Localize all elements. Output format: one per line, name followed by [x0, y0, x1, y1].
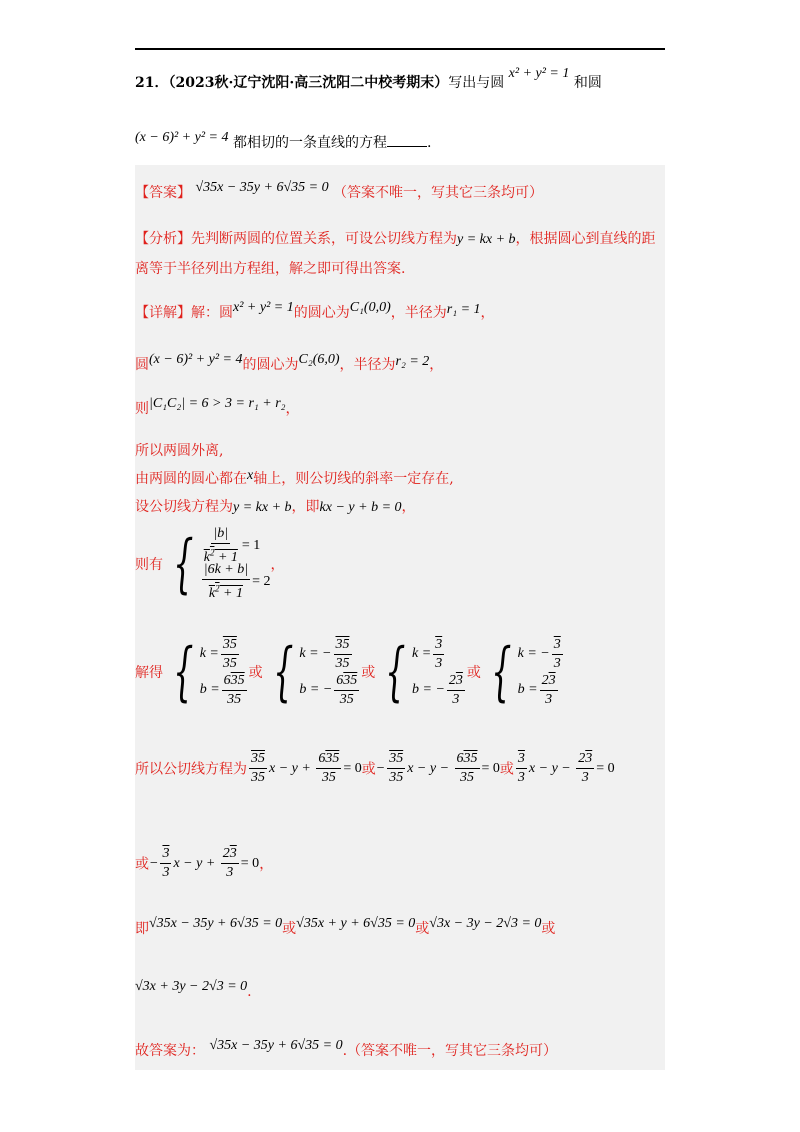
detail-line-4: 所以两圆外离, [135, 443, 224, 459]
analysis-text: 离等于半径列出方程组，解之即可得出答案. [135, 261, 406, 277]
detail-text: 设公切线方程为 [135, 499, 233, 515]
tangent-line-form: y = kx + b [233, 500, 292, 515]
tangent-eq-4: − $\frac{3}{3}$ x − y + $\frac{23}{3}$ = 0 [149, 846, 260, 880]
detail-text: ， [259, 856, 274, 873]
detail-text: ， [270, 557, 285, 573]
answer-line [135, 182, 543, 202]
solutions-line [135, 636, 565, 708]
x-variable: x [247, 468, 254, 483]
detail-text: ， [480, 305, 495, 321]
detail-line-1 [135, 302, 495, 322]
question-line-1 [135, 66, 602, 92]
detail-text: 解：圆 [191, 305, 233, 321]
detail-text: ，半径为 [339, 357, 396, 373]
tangent-eq-2: − $\frac{35}{35}$ x − y − $\frac{635}{35}$ = 0 [375, 751, 500, 785]
detail-text: 故答案为： [135, 1043, 205, 1059]
analysis-line-2 [135, 258, 405, 278]
top-rule [135, 48, 665, 50]
simplified-eq-1: √35x − 35y + 6√35 = 0 [149, 916, 283, 931]
detail-text: ， [429, 357, 444, 373]
question-line-2 [135, 132, 431, 152]
circle2-equation: (x − 6)² + y² = 4 [149, 352, 243, 367]
or-word: 或 [248, 665, 263, 681]
detail-text: ， [401, 499, 416, 515]
analysis-text: 先判断两圆的位置关系，可设公切线方程为 [191, 231, 457, 247]
center-c2: C₂(6,0) [298, 352, 340, 367]
detail-text: 则有 [135, 557, 163, 573]
or-word: 或 [361, 665, 376, 681]
question-text: 都相切的一条直线的方程 [232, 135, 387, 151]
question-source: （2023秋·辽宁沈阳·高三沈阳二中校考期末） [168, 75, 449, 91]
detail-text: 由两圆的圆心都在 [135, 471, 247, 487]
simplified-eq-3: √3x − 3y − 2√3 = 0 [429, 916, 542, 931]
answer-expression: √35x − 35y + 6√35 = 0 [195, 180, 329, 195]
or-word: 或 [361, 761, 376, 778]
analysis-tag: 【分析】 [135, 231, 191, 247]
question-text: 写出与圆 [448, 75, 505, 91]
simplified-eq-4: √3x + 3y − 2√3 = 0 [135, 979, 248, 994]
tangent-eq-1: $\frac{35}{35}$ x − y + $\frac{635}{35}$ = 0 [251, 751, 362, 785]
detail-text: 则 [135, 401, 149, 417]
detail-line-5 [135, 468, 454, 488]
solution-3: { k = $\frac{3}{3}$ b = − $\frac{23}{3}$ [385, 635, 463, 709]
detail-text: 的圆心为 [293, 305, 350, 321]
final-answer-line [135, 1040, 557, 1060]
detail-text: 所以公切线方程为 [135, 761, 247, 778]
question-number: 21． [135, 75, 169, 91]
simplified-lines-2 [135, 979, 252, 1001]
radius-r2: r₂ = 2 [395, 354, 430, 369]
circle1-equation: x² + y² = 1 [233, 300, 294, 315]
tangent-eq-3: $\frac{3}{3}$ x − y − $\frac{23}{3}$ = 0 [517, 751, 615, 785]
detail-text: ，半径为 [390, 305, 447, 321]
distance-inequality: |C₁C₂| = 6 > 3 = r₁ + r₂ [149, 396, 286, 411]
detail-text: 轴上，则公切线的斜率一定存在, [253, 471, 454, 487]
question-text: 和圆 [573, 75, 602, 91]
or-word: 或 [466, 665, 481, 681]
circle2-equation: (x − 6)² + y² = 4 [135, 130, 229, 145]
final-answer-equation: √35x − 35y + 6√35 = 0 [209, 1038, 343, 1053]
or-word: 或 [282, 921, 297, 937]
solution-2: { k = − $\frac{35}{35}$ b = − $\frac{635}{35}$ [272, 635, 358, 709]
detail-text: .（答案不唯一，写其它三条均可） [342, 1043, 558, 1059]
solution-1: { k = $\frac{35}{35}$ b = $\frac{635}{35}$ [173, 635, 245, 709]
tangent-lines-line [135, 750, 615, 787]
detail-line-2 [135, 354, 443, 374]
detail-text: 即 [135, 921, 149, 937]
analysis-text: ，根据圆心到直线的距 [515, 231, 656, 247]
detail-text: 解得 [135, 665, 163, 681]
question-period: . [426, 135, 432, 151]
tangent-line-general: kx − y + b = 0 [319, 500, 402, 515]
or-word: 或 [499, 761, 514, 778]
tangent-lines-line-2 [135, 845, 273, 882]
detail-text: ，即 [291, 499, 320, 515]
center-c1: C₁(0,0) [349, 300, 391, 315]
analysis-equation: y = kx + b [457, 232, 516, 247]
detail-text: ， [285, 401, 300, 417]
answer-tag: 【答案】 [135, 185, 191, 201]
answer-blank [387, 134, 427, 147]
analysis-line-1 [135, 228, 656, 248]
answer-note: （答案不唯一，写其它三条均可） [333, 185, 544, 201]
radius-r1: r₁ = 1 [446, 302, 481, 317]
circle1-equation: x² + y² = 1 [508, 66, 570, 81]
solution-4: { k = − $\frac{3}{3}$ b = $\frac{23}{3}$ [491, 635, 561, 709]
or-word: 或 [541, 921, 556, 937]
equation-system: { $\frac{|b|}{k^2 + 1}$ = 1 $\frac{|6k + b|}{k^2 + 1}$ = 2 [173, 525, 271, 602]
detail-line-6 [135, 496, 416, 516]
simplified-eq-2: √35x + y + 6√35 = 0 [296, 916, 416, 931]
detail-tag: 【详解】 [135, 305, 191, 321]
detail-text: 圆 [135, 357, 149, 373]
left-brace: { [173, 527, 194, 601]
detail-line-3 [135, 398, 300, 418]
or-word: 或 [135, 856, 149, 873]
equation-system-line [135, 525, 285, 602]
detail-text: . [247, 984, 252, 1000]
detail-text: 的圆心为 [242, 357, 299, 373]
simplified-lines [135, 918, 555, 938]
or-word: 或 [415, 921, 430, 937]
